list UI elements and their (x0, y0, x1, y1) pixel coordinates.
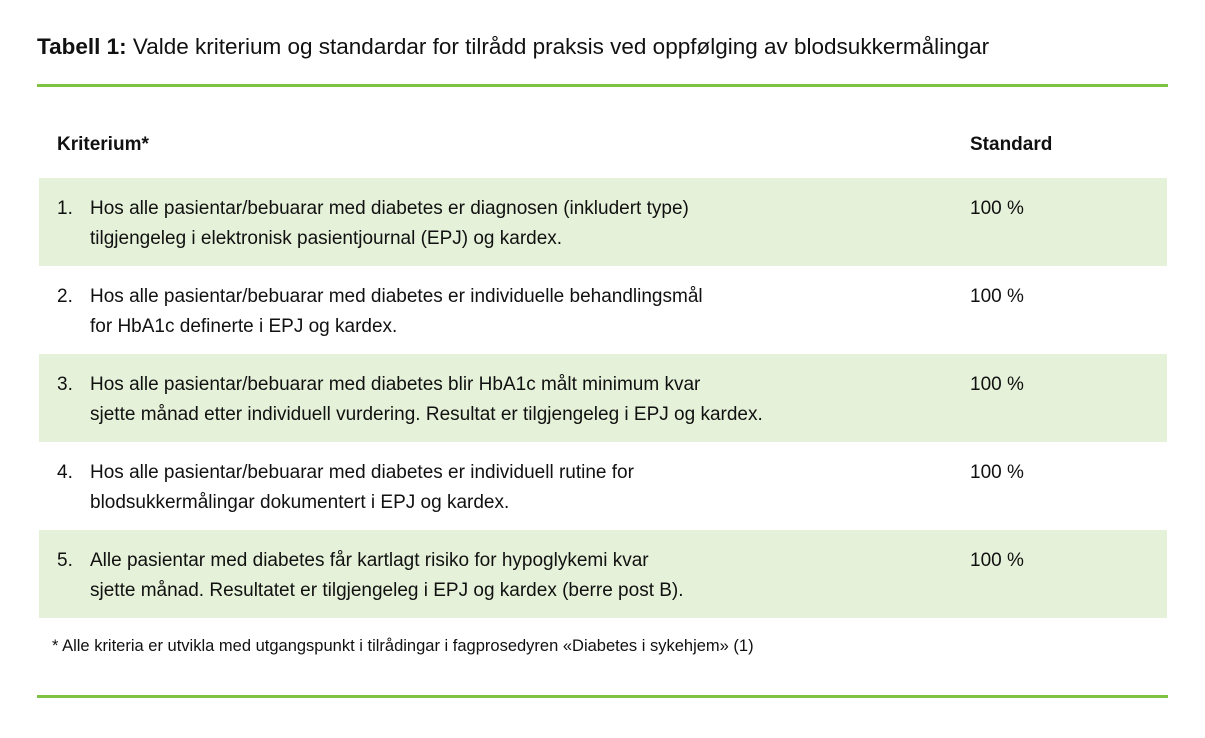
table-header-row (39, 132, 1167, 178)
criterion-line-1: Hos alle pasientar/bebuarar med diabetes er individuelle behandlingsmål (90, 286, 703, 307)
table-footnote: * Alle kriteria er utvikla med utgangspunkt i tilrådingar i fagprosedyren «Diabetes i sykehjem» (1) (52, 637, 754, 655)
table-caption (37, 32, 1169, 62)
table-row (39, 530, 1167, 618)
cell-standard: 100 % (970, 374, 1024, 395)
table-body (39, 178, 1167, 618)
criterion-number: 4. (57, 462, 73, 483)
cell-criterion (57, 458, 937, 517)
cell-standard: 100 % (970, 286, 1024, 307)
criterion-line-2: tilgjengeleg i elektronisk pasientjournal (EPJ) og kardex. (90, 227, 563, 249)
cell-standard: 100 % (970, 462, 1024, 483)
criterion-number: 2. (57, 286, 73, 307)
table-row (39, 442, 1167, 530)
table-caption-text: Valde kriterium og standardar for tilrådd praksis ved oppfølging av blodsukkermålingar (126, 34, 990, 59)
criterion-line-2: for HbA1c definerte i EPJ og kardex. (90, 315, 398, 337)
cell-criterion (57, 282, 937, 341)
cell-criterion (57, 546, 937, 605)
criterion-line-1: Hos alle pasientar/bebuarar med diabetes er individuell rutine for (90, 462, 634, 483)
top-rule-divider (37, 84, 1168, 87)
bottom-rule-divider (37, 695, 1168, 698)
table-row (39, 178, 1167, 266)
criterion-line-1: Hos alle pasientar/bebuarar med diabetes blir HbA1c målt minimum kvar (90, 374, 701, 395)
table-caption-label: Tabell 1: (37, 34, 127, 59)
table-row (39, 266, 1167, 354)
cell-standard: 100 % (970, 198, 1024, 219)
cell-criterion (57, 370, 937, 429)
column-header-criterion: Kriterium* (57, 134, 149, 155)
cell-criterion (57, 194, 937, 253)
criterion-number: 5. (57, 550, 73, 571)
table-row (39, 354, 1167, 442)
criteria-table (39, 132, 1167, 618)
criterion-line-2: sjette månad etter individuell vurdering. Resultat er tilgjengeleg i EPJ og kardex. (90, 403, 763, 425)
criterion-number: 1. (57, 198, 73, 219)
column-header-standard: Standard (970, 134, 1053, 155)
cell-standard: 100 % (970, 550, 1024, 571)
criterion-line-2: blodsukkermålingar dokumentert i EPJ og kardex. (90, 491, 510, 513)
criterion-line-1: Alle pasientar med diabetes får kartlagt risiko for hypoglykemi kvar (90, 550, 649, 571)
criterion-line-2: sjette månad. Resultatet er tilgjengeleg i EPJ og kardex (berre post B). (90, 579, 684, 601)
criterion-number: 3. (57, 374, 73, 395)
criterion-line-1: Hos alle pasientar/bebuarar med diabetes er diagnosen (inkludert type) (90, 198, 689, 219)
